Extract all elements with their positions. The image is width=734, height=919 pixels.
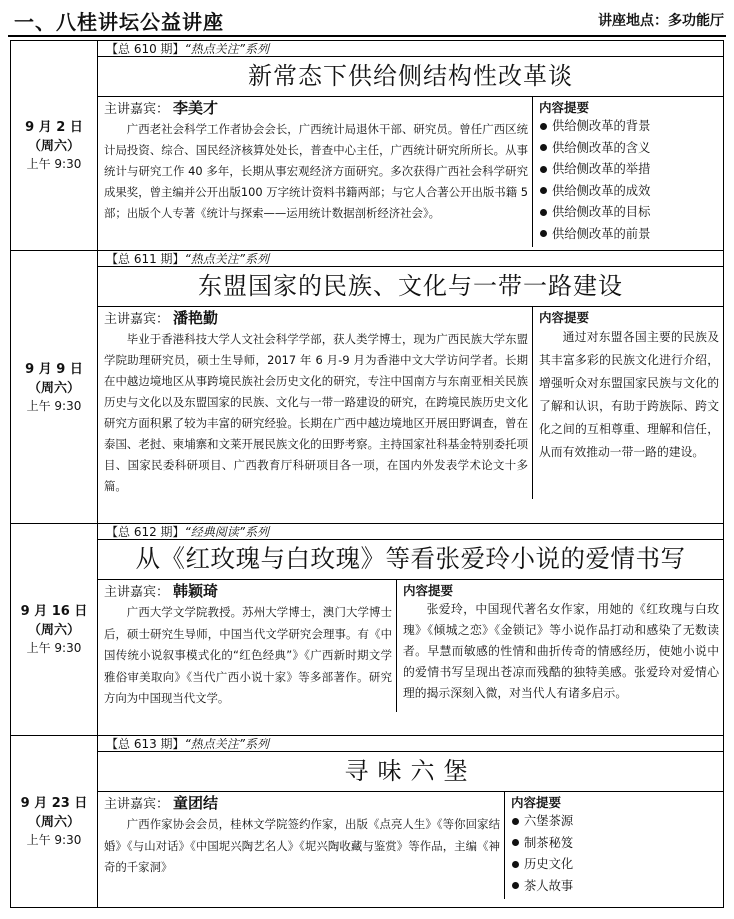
- point-text: 供给侧改革的目标: [552, 205, 651, 219]
- list-item: [539, 224, 719, 246]
- date-cell: [11, 41, 98, 251]
- speaker-bio: 毕业于香港科技大学人文社会科学学部，获人类学博士，现为广西民族大学东盟学院助理研究员，硕士生导师，2017 年 6 月-9 月为香港中文大学访问学者。长期在中越边境地区从事跨境民族社会历史文化的研究，专注中国南方与东南亚相关民族历史与文化以及东盟国家的民族、文化与一带一路建设的研究，在跨境民族历史文化研究方面积累了较为丰富的研究经验。长期在广西中越边境地区开展田野调查，曾在泰国、老挝、柬埔寨和文莱开展民族文化的田野考察。主持国家社科基金特别委托项目、国家民委科研项目、广西教育厅科研项目各一项，在国内外发表学术论文十多篇。: [104, 332, 528, 493]
- lecture-time: 上午 9:30: [26, 157, 82, 171]
- speaker-section: [98, 580, 397, 712]
- lecture-date: 9 月 16 日: [20, 604, 88, 619]
- date-cell: [11, 251, 98, 524]
- point-text: 供给侧改革的背景: [552, 119, 651, 133]
- lecture-title: 东盟国家的民族、文化与一带一路建设: [98, 267, 723, 307]
- issue-number: 【总 611 期】: [106, 252, 185, 266]
- point-text: 供给侧改革的前景: [552, 226, 651, 241]
- speaker-bio: 广西作家协会会员，桂林文学院签约作家，出版《点亮人生》《等你回家结婚》《与山对话》《中国坭兴陶艺名人》《坭兴陶收藏与鉴赏》等作品，主编《神奇的千家洞》: [104, 817, 500, 875]
- lecture-detail-cell: [98, 251, 724, 524]
- speaker-section: [98, 792, 505, 899]
- issue-line: [98, 524, 723, 540]
- outline-heading: 内容提要: [539, 310, 590, 325]
- outline-list: [539, 116, 719, 245]
- list-item: [539, 202, 719, 224]
- issue-line: [98, 736, 723, 752]
- page-title: 一、八桂讲坛公益讲座: [14, 10, 224, 34]
- lecture-body: [98, 307, 723, 499]
- point-text: 制茶秘笈: [524, 835, 574, 850]
- issue-number: 【总 610 期】: [106, 42, 185, 56]
- outline-heading: 内容提要: [511, 795, 562, 810]
- point-text: 供给侧改革的成效: [552, 183, 651, 198]
- speaker-line: [104, 794, 500, 814]
- bullet-icon: [512, 882, 519, 889]
- speaker-name: 韩颖琦: [173, 582, 219, 600]
- issue-number: 【总 613 期】: [106, 737, 185, 751]
- lecture-date: 9 月 2 日: [25, 120, 83, 135]
- lecture-weekday: （周六）: [27, 815, 80, 830]
- lecture-body: [98, 792, 723, 899]
- speaker-bio: 广西老社会科学工作者协会会长，广西统计局退休干部、研究员。曾任广西区统计局投资、综合、国民经济核算处处长，普查中心主任，广西统计研究所所长。从事统计与研究工作 40 多年，长期从事宏观经济方面研究。多次获得广西社会科学研究成果奖，曾主编并公开出版100 万字统计资料书籍两部；与它人合著公开出版书籍 5 部；出版个人专著《统计与探索——运用统计数据剖析经济社会》。: [104, 122, 528, 220]
- lecture-body: [98, 580, 723, 712]
- date-cell: [11, 736, 98, 908]
- speaker-section: [98, 97, 533, 247]
- list-item: [539, 138, 719, 160]
- point-text: 供给侧改革的举措: [552, 162, 651, 176]
- speaker-label: 主讲嘉宾：: [104, 797, 170, 812]
- lecture-date: 9 月 9 日: [25, 361, 83, 377]
- lecture-weekday: （周六）: [27, 139, 80, 154]
- list-item: [511, 876, 719, 898]
- lecture-row: [11, 524, 724, 736]
- list-item: [539, 159, 719, 181]
- series-name: “热点关注”系列: [184, 252, 269, 266]
- speaker-line: [104, 582, 392, 602]
- lecture-schedule-table: [10, 40, 724, 908]
- outline-summary: 通过对东盟各国主要的民族及其丰富多彩的民族文化进行介绍，增强听众对东盟国家民族与文化的了解和认识，有助于跨族际、跨文化之间的互相尊重、理解和信任，从而有效推动一带一路的建设。: [539, 330, 719, 459]
- lecture-title: 新常态下供给侧结构性改革谈: [98, 57, 723, 97]
- lecture-time: 上午 9:30: [26, 641, 82, 655]
- lecture-detail-cell: [98, 41, 724, 251]
- speaker-label: 主讲嘉宾：: [104, 102, 170, 117]
- bullet-icon: [540, 166, 547, 173]
- point-text: 供给侧改革的含义: [552, 140, 651, 155]
- outline-section: [505, 792, 724, 899]
- bullet-icon: [540, 230, 547, 237]
- bullet-icon: [512, 861, 519, 868]
- issue-line: [98, 41, 723, 57]
- lecture-detail-cell: [98, 736, 724, 908]
- outline-summary: 张爱玲，中国现代著名女作家，用她的《红玫瑰与白玫瑰》《倾城之恋》《金锁记》等小说作品打动和感染了无数读者。早慧而敏感的性情和曲折传奇的情感经历，使她小说中的爱情书写呈现出苍凉而残酷的独特美感。张爱玲对爱情心理的揭示深刻入微，对当代人有诸多启示。: [403, 602, 719, 700]
- speaker-label: 主讲嘉宾：: [104, 312, 170, 327]
- speaker-section: [98, 307, 533, 499]
- bullet-icon: [512, 818, 519, 825]
- lecture-detail-cell: [98, 524, 724, 736]
- outline-heading: 内容提要: [539, 100, 590, 115]
- lecture-title: 从《红玫瑰与白玫瑰》等看张爱玲小说的爱情书写: [98, 540, 723, 580]
- outline-heading: 内容提要: [403, 583, 454, 598]
- speaker-name: 李美才: [173, 99, 219, 117]
- lecture-title: 寻味六堡: [98, 752, 723, 792]
- list-item: [539, 116, 719, 138]
- issue-line: [98, 251, 723, 267]
- bullet-icon: [512, 839, 519, 846]
- speaker-name: 童团结: [173, 794, 219, 812]
- lecture-time: 上午 9:30: [26, 833, 82, 847]
- lecture-row: [11, 736, 724, 908]
- point-text: 六堡茶源: [524, 814, 574, 828]
- outline-section: [397, 580, 724, 712]
- outline-list: [511, 811, 719, 897]
- series-name: “经典阅读”系列: [184, 525, 269, 539]
- lecture-date: 9 月 23 日: [20, 796, 88, 811]
- list-item: [511, 833, 719, 855]
- list-item: [511, 811, 719, 833]
- point-text: 茶人故事: [524, 878, 574, 893]
- bullet-icon: [540, 123, 547, 130]
- series-name: “热点关注”系列: [184, 42, 269, 56]
- speaker-label: 主讲嘉宾：: [104, 585, 170, 600]
- bullet-icon: [540, 144, 547, 151]
- outline-section: [533, 97, 724, 247]
- lecture-row: [11, 251, 724, 524]
- lecture-time: 上午 9:30: [26, 398, 82, 413]
- bullet-icon: [540, 187, 547, 194]
- list-item: [511, 854, 719, 876]
- speaker-line: [104, 99, 528, 119]
- series-name: “热点关注”系列: [184, 737, 269, 751]
- bullet-icon: [540, 209, 547, 216]
- outline-section: [533, 307, 724, 499]
- date-cell: [11, 524, 98, 736]
- lecture-row: [11, 41, 724, 251]
- lecture-weekday: （周六）: [27, 380, 80, 396]
- speaker-line: [104, 309, 528, 329]
- speaker-bio: 广西大学文学院教授。苏州大学博士，澳门大学博士后，硕士研究生导师，中国当代文学研究会理事。有《中国传统小说叙事模式化的“红色经典”》《广西新时期文学雅俗审美取向》《当代广西小说十家》等多部著作。研究方向为中国现当代文学。: [104, 605, 392, 706]
- issue-number: 【总 612 期】: [106, 525, 185, 539]
- lecture-body: [98, 97, 723, 247]
- speaker-name: 潘艳勤: [173, 309, 219, 327]
- list-item: [539, 181, 719, 203]
- venue-label: 讲座地点：多功能厅: [598, 13, 724, 29]
- lecture-weekday: （周六）: [27, 623, 80, 638]
- header-divider: [8, 35, 726, 37]
- point-text: 历史文化: [524, 857, 574, 871]
